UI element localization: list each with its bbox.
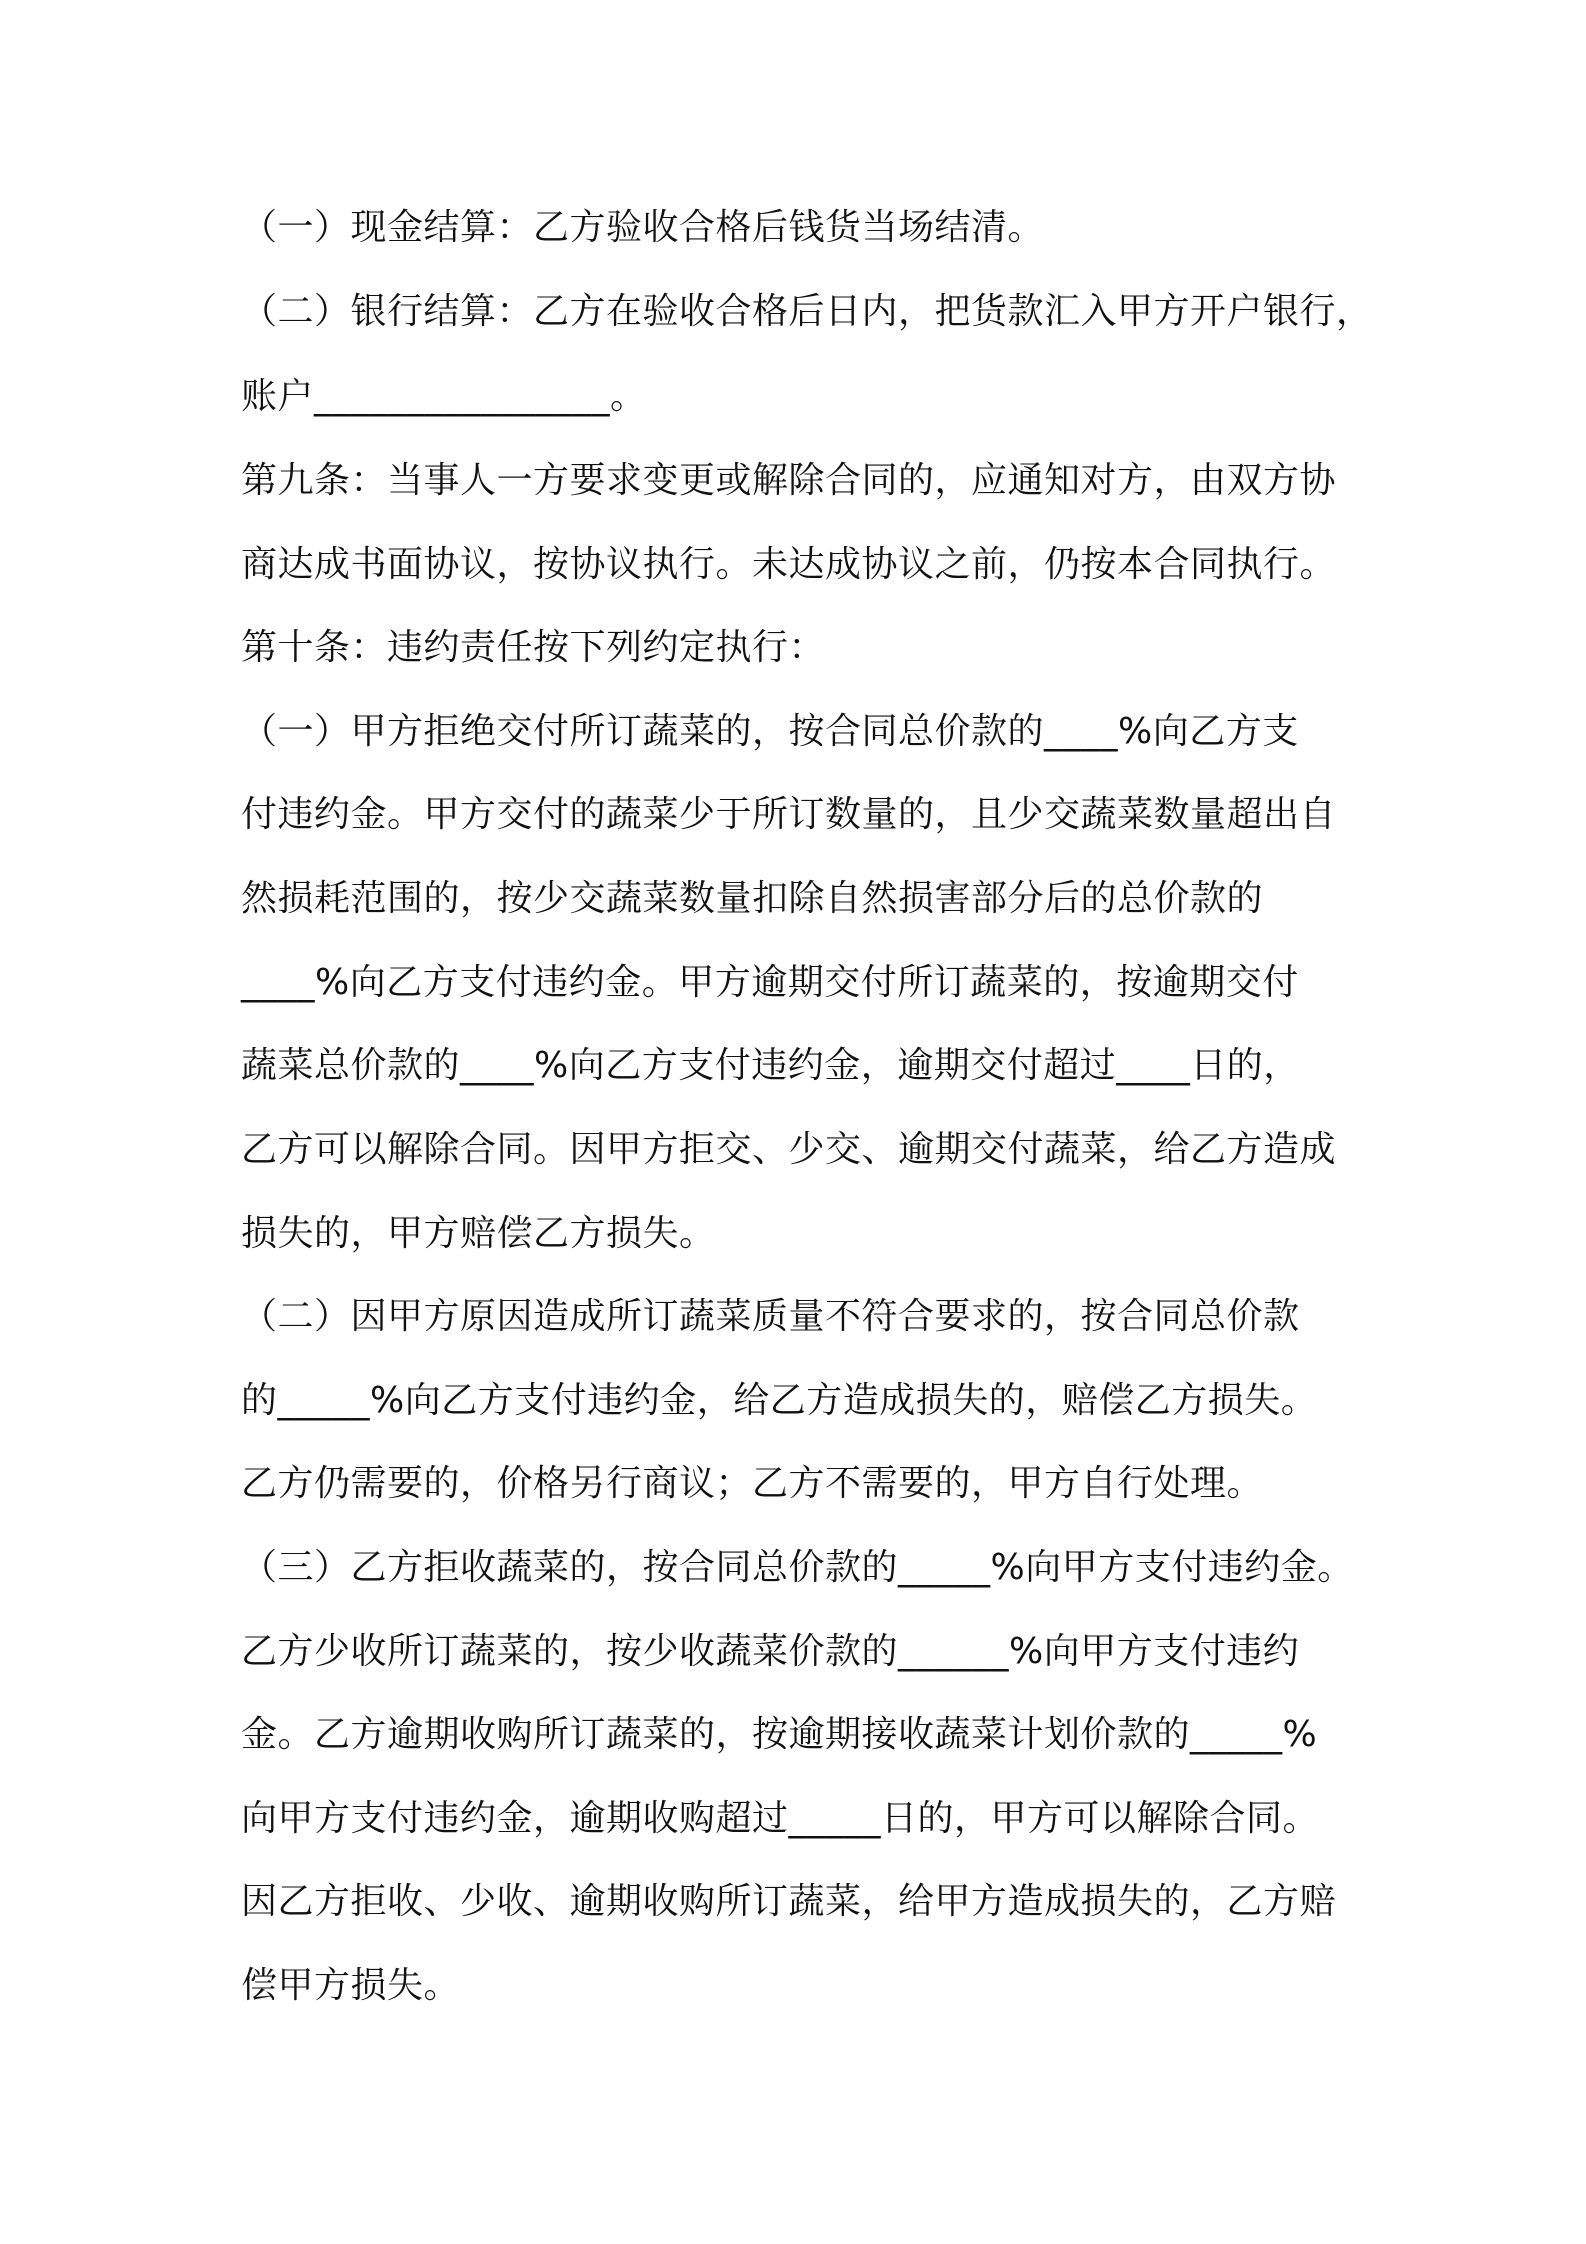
text-line-1: （一）现金结算：乙方验收合格后钱货当场结清。 bbox=[241, 207, 1045, 248]
text-line-12: 乙方可以解除合同。因甲方拒交、少交、逾期交付蔬菜，给乙方造成 bbox=[241, 1129, 1337, 1170]
text-line-16: 乙方仍需要的，价格另行商议；乙方不需要的，甲方自行处理。 bbox=[241, 1463, 1264, 1504]
text-line-8: 付违约金。甲方交付的蔬菜少于所订数量的，且少交蔬菜数量超出自 bbox=[241, 794, 1337, 835]
text-line-10: ____%向乙方支付违约金。甲方逾期交付所订蔬菜的，按逾期交付 bbox=[241, 962, 1299, 1003]
text-line-22: 偿甲方损失。 bbox=[241, 1965, 461, 2006]
text-line-14: （二）因甲方原因造成所订蔬菜质量不符合要求的，按合同总价款 bbox=[241, 1296, 1300, 1337]
text-line-3: 账户________________。 bbox=[241, 376, 647, 417]
text-line-5: 商达成书面协议，按协议执行。未达成协议之前，仍按本合同执行。 bbox=[241, 544, 1337, 585]
text-line-9: 然损耗范围的，按少交蔬菜数量扣除自然损害部分后的总价款的 bbox=[241, 878, 1264, 919]
text-line-6: 第十条：违约责任按下列约定执行： bbox=[241, 627, 826, 668]
text-line-13: 损失的，甲方赔偿乙方损失。 bbox=[241, 1213, 716, 1254]
text-line-15: 的_____%向乙方支付违约金，给乙方造成损失的，赔偿乙方损失。 bbox=[241, 1380, 1318, 1421]
text-line-11: 蔬菜总价款的____%向乙方支付违约金，逾期交付超过____日的， bbox=[241, 1045, 1300, 1086]
text-line-21: 因乙方拒收、少收、逾期收购所订蔬菜，给甲方造成损失的，乙方赔 bbox=[241, 1881, 1337, 1922]
text-line-20: 向甲方支付违约金，逾期收购超过_____日的，甲方可以解除合同。 bbox=[241, 1798, 1320, 1839]
text-line-18: 乙方少收所订蔬菜的，按少收蔬菜价款的______%向甲方支付违约 bbox=[241, 1631, 1300, 1672]
text-line-7: （一）甲方拒绝交付所订蔬菜的，按合同总价款的____%向乙方支 bbox=[241, 711, 1299, 752]
text-line-19: 金。乙方逾期收购所订蔬菜的，按逾期接收蔬菜计划价款的_____% bbox=[241, 1714, 1318, 1755]
text-line-17: （三）乙方拒收蔬菜的，按合同总价款的_____%向甲方支付违约金。 bbox=[241, 1547, 1354, 1588]
text-line-2: （二）银行结算：乙方在验收合格后日内，把货款汇入甲方开户银行， bbox=[241, 291, 1373, 332]
text-line-4: 第九条：当事人一方要求变更或解除合同的，应通知对方，由双方协 bbox=[241, 460, 1337, 501]
